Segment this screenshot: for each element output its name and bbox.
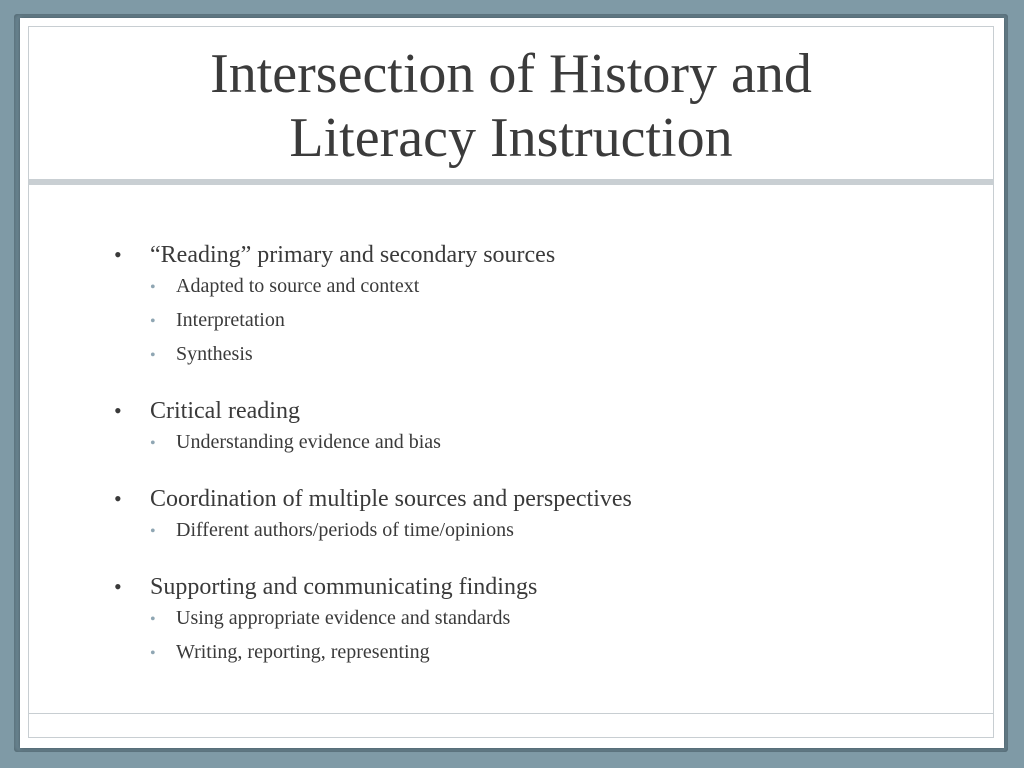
sub-bullet-list [110,270,930,372]
bullet-item [110,396,930,460]
slide [20,18,1004,748]
sub-bullet-text: Understanding evidence and bias [176,431,441,453]
sub-bullet-text: Using appropriate evidence and standards [176,607,511,629]
sub-bullet-icon: • [150,347,156,364]
sub-bullet-item [150,338,930,372]
title-area [28,26,994,186]
sub-bullet-icon: • [150,611,156,628]
bullet-item [110,240,930,372]
sub-bullet-text: Different authors/periods of time/opinions [176,519,514,541]
sub-bullet-icon: • [150,435,156,452]
slide-title: Intersection of History and Literacy Instruction [210,43,812,169]
sub-bullet-text: Interpretation [176,309,285,331]
sub-bullet-icon: • [150,313,156,330]
bullet-icon: • [114,574,122,599]
sub-bullet-item [150,514,930,548]
bullet-text: Critical reading [150,398,300,424]
bullet-item [110,484,930,548]
sub-bullet-icon: • [150,645,156,662]
sub-bullet-text: Adapted to source and context [176,275,420,297]
bullet-icon: • [114,398,122,423]
sub-bullet-item [150,426,930,460]
sub-bullet-list [110,602,930,670]
bullet-item [110,572,930,670]
bullet-icon: • [114,242,122,267]
sub-bullet-list [110,514,930,548]
title-divider [28,179,994,185]
bullet-text: “Reading” primary and secondary sources [150,242,556,268]
slide-content [110,240,930,694]
sub-bullet-item [150,602,930,636]
bullet-list [110,240,930,670]
sub-bullet-item [150,304,930,338]
sub-bullet-text: Writing, reporting, representing [176,641,430,663]
bullet-text: Coordination of multiple sources and perspectives [150,486,632,512]
footer-divider [28,713,994,714]
sub-bullet-list [110,426,930,460]
sub-bullet-item [150,636,930,670]
bullet-icon: • [114,486,122,511]
sub-bullet-item [150,270,930,304]
sub-bullet-text: Synthesis [176,343,253,365]
bullet-text: Supporting and communicating findings [150,574,538,600]
sub-bullet-icon: • [150,279,156,296]
sub-bullet-icon: • [150,523,156,540]
